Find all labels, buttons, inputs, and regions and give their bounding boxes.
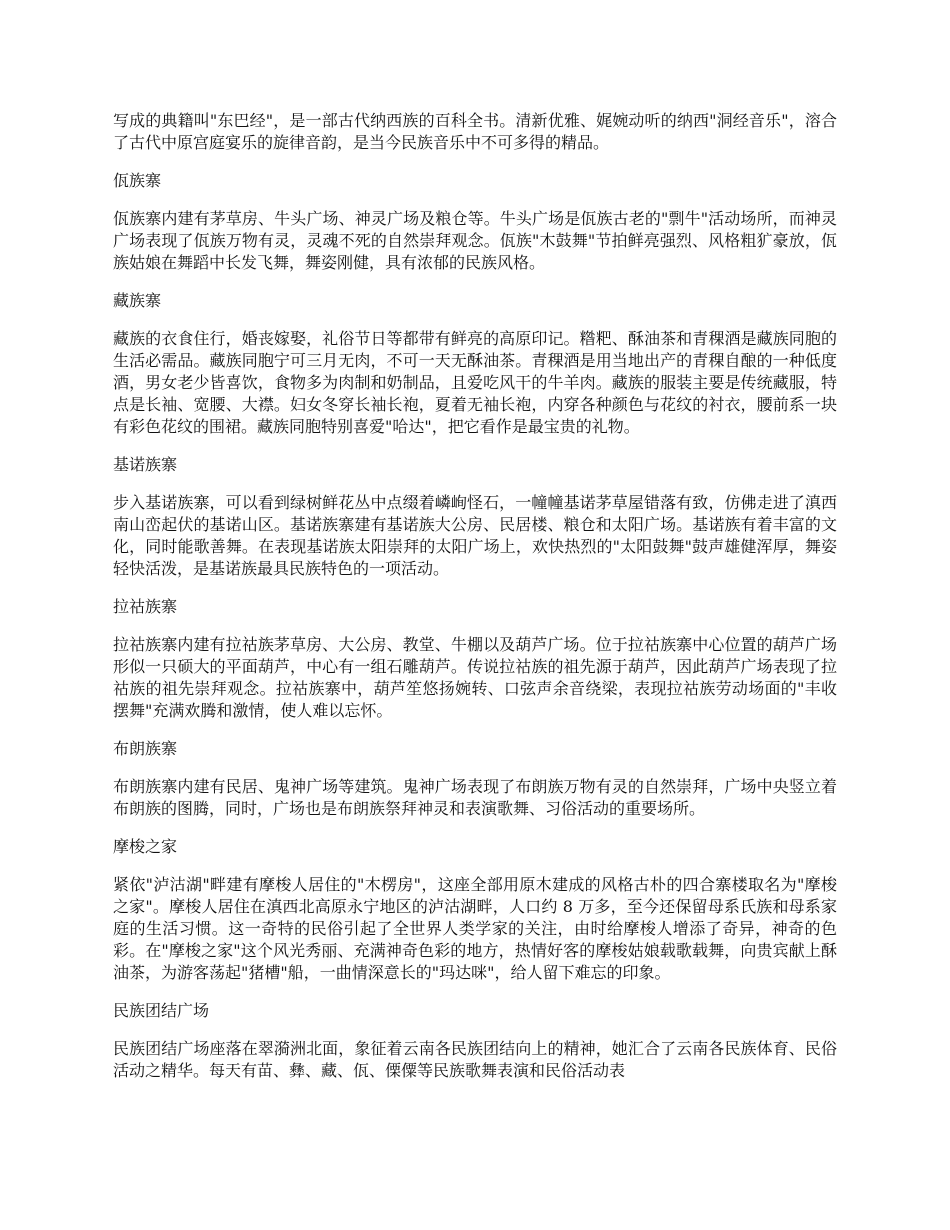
paragraph-wa-village: 佤族寨内建有茅草房、牛头广场、神灵广场及粮仓等。牛头广场是佤族古老的"剽牛"活动场所，而神灵广场表现了佤族万物有灵，灵魂不死的自然崇拜观念。佤族"木鼓舞"节拍鲜亮强烈、风格粗犷豪放，佤族姑娘在舞蹈中长发飞舞，舞姿刚健，具有浓郁的民族风格。	[113, 209, 837, 272]
paragraph-blang-village: 布朗族寨内建有民居、鬼神广场等建筑。鬼神广场表现了布朗族万物有灵的自然崇拜，广场中央竖立着布朗族的图腾，同时，广场也是布朗族祭拜神灵和表演歌舞、习俗活动的重要场所。	[113, 777, 837, 818]
paragraph-naxi-intro: 写成的典籍叫"东巴经"，是一部古代纳西族的百科全书。清新优雅、娓婉动听的纳西"洞经音乐"，溶合了古代中原宫庭宴乐的旋律音韵，是当今民族音乐中不可多得的精品。	[113, 111, 837, 152]
heading-lahu-village: 拉祜族寨	[113, 597, 178, 616]
heading-blang-village: 布朗族寨	[113, 739, 178, 758]
paragraph-unity-square: 民族团结广场座落在翠漪洲北面，象征着云南各民族团结向上的精神，她汇合了云南各民族体育、民俗活动之精华。每天有苗、彝、藏、佤、傈僳等民族歌舞表演和民俗活动表	[113, 1039, 837, 1080]
heading-unity-square: 民族团结广场	[113, 1001, 210, 1020]
paragraph-mosuo-home: 紧依"泸沽湖"畔建有摩梭人居住的"木楞房"，这座全部用原木建成的风格古朴的四合寨楼取名为"摩梭之家"。摩梭人居住在滇西北高原永宁地区的泸沽湖畔，人口约 8 万多，至今还保留母系氏族和母系家庭的生活习惯。这一奇特的民俗引起了全世界人类学家的关注，由时给摩梭人增添了奇异，神奇的色彩。在"摩梭之家"这个风光秀丽、充满神奇色彩的地方，热情好客的摩梭姑娘载歌载舞，向贵宾献上酥油茶，为游客荡起"猪槽"船，一曲情深意长的"玛达咪"，给人留下难忘的印象。	[113, 875, 837, 982]
heading-tibetan-village: 藏族寨	[113, 291, 162, 310]
paragraph-lahu-village: 拉祜族寨内建有拉祜族茅草房、大公房、教堂、牛棚以及葫芦广场。位于拉祜族寨中心位置的葫芦广场形似一只硕大的平面葫芦，中心有一组石雕葫芦。传说拉祜族的祖先源于葫芦，因此葫芦广场表现了拉祜族的祖先崇拜观念。拉祜族寨中，葫芦笙悠扬婉转、口弦声余音绕梁，表现拉祜族劳动场面的"丰收摆舞"充满欢腾和激情，使人难以忘怀。	[113, 635, 837, 720]
paragraph-tibetan-village: 藏族的衣食住行，婚丧嫁娶，礼俗节日等都带有鲜亮的高原印记。糌粑、酥油茶和青稞酒是藏族同胞的生活必需品。藏族同胞宁可三月无肉，不可一天无酥油茶。青稞酒是用当地出产的青稞自酿的一种低度酒，男女老少皆喜饮，食物多为肉制和奶制品，且爱吃风干的牛羊肉。藏族的服装主要是传统藏服，特点是长袖、宽腰、大襟。妇女冬穿长袖长袍，夏着无袖长袍，内穿各种颜色与花纹的衬衣，腰前系一块有彩色花纹的围裙。藏族同胞特别喜爱"哈达"，把它看作是最宝贵的礼物。	[113, 329, 837, 436]
paragraph-jino-village: 步入基诺族寨，可以看到绿树鲜花丛中点缀着嶙峋怪石，一幢幢基诺茅草屋错落有致，仿佛走进了滇西南山峦起伏的基诺山区。基诺族寨建有基诺族大公房、民居楼、粮仓和太阳广场。基诺族有着丰富的文化，同时能歌善舞。在表现基诺族太阳崇拜的太阳广场上，欢快热烈的"太阳鼓舞"鼓声雄健浑厚，舞姿轻快活泼，是基诺族最具民族特色的一项活动。	[113, 493, 837, 578]
heading-jino-village: 基诺族寨	[113, 455, 178, 474]
heading-wa-village: 佤族寨	[113, 171, 162, 190]
heading-mosuo-home: 摩梭之家	[113, 837, 178, 856]
